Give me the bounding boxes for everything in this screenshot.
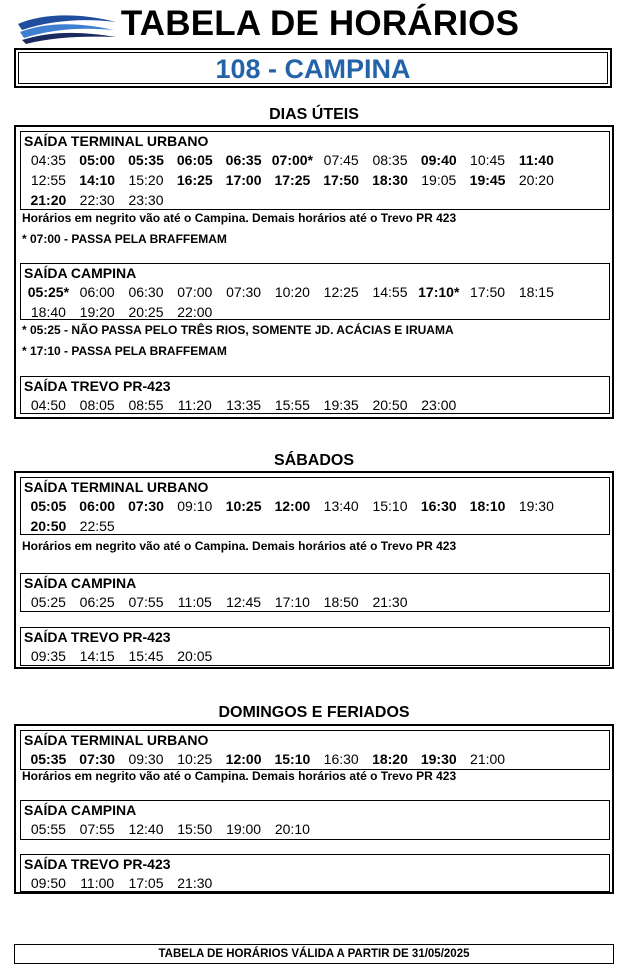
block-saida-trevo <box>20 376 610 414</box>
block-saida-trevo <box>20 854 610 892</box>
departure-time: 17:50 <box>470 284 506 300</box>
departure-time: 12:00 <box>274 498 311 514</box>
block-saida-campina <box>20 800 610 840</box>
departure-time: 19:20 <box>79 304 115 320</box>
section-title-domingos-feriados: DOMINGOS E FERIADOS <box>218 704 410 721</box>
departure-time: 12:55 <box>30 172 66 188</box>
departure-time: 19:45 <box>469 172 506 188</box>
block-title: SAÍDA TERMINAL URBANO <box>24 133 209 149</box>
departure-time: 07:00 <box>177 284 213 300</box>
departure-time: 07:55 <box>79 821 115 837</box>
times-list <box>24 282 606 322</box>
block-title: SAÍDA TREVO PR-423 <box>24 378 171 394</box>
route-banner <box>14 48 612 88</box>
departure-time: 14:55 <box>372 284 408 300</box>
departure-time: 06:30 <box>128 284 164 300</box>
block-title: SAÍDA TREVO PR-423 <box>24 629 171 645</box>
departure-time: 20:50 <box>30 518 67 534</box>
departure-time: 12:00 <box>225 751 262 767</box>
departure-time: 17:50 <box>323 172 360 188</box>
departure-time: 11:20 <box>177 397 212 413</box>
departure-time: 19:30 <box>518 498 554 514</box>
block-title: SAÍDA TREVO PR-423 <box>24 856 171 872</box>
note-bold-explanation: Horários em negrito vão até o Campina. Demais horários até o Trevo PR 423 <box>22 539 457 553</box>
departure-time: 23:00 <box>421 397 457 413</box>
departure-time: 10:25 <box>225 498 262 514</box>
departure-time: 11:40 <box>518 152 554 168</box>
departure-time: 23:30 <box>128 192 164 208</box>
departure-time: 06:05 <box>176 152 213 168</box>
validity-footer: TABELA DE HORÁRIOS VÁLIDA A PARTIR DE 31/05/2025 <box>14 944 614 964</box>
departure-time: 18:20 <box>372 751 408 767</box>
departure-time: 07:30 <box>128 498 164 514</box>
departure-time: 15:10 <box>274 751 311 767</box>
block-saida-terminal-urbano <box>20 477 610 535</box>
departure-time: 05:25* <box>27 284 70 300</box>
departure-time: 11:00 <box>80 875 115 891</box>
departure-time: 18:40 <box>30 304 66 320</box>
departure-time: 08:55 <box>128 397 164 413</box>
departure-time: 15:55 <box>274 397 310 413</box>
note-0700-braffemam: * 07:00 - PASSA PELA BRAFFEMAM <box>22 232 227 246</box>
departure-time: 21:20 <box>30 192 67 208</box>
departure-time: 17:10 <box>274 594 310 610</box>
departure-time: 04:35 <box>30 152 66 168</box>
departure-time: 05:55 <box>30 821 66 837</box>
departure-time: 09:40 <box>420 152 457 168</box>
departure-time: 08:35 <box>372 152 408 168</box>
block-title: SAÍDA CAMPINA <box>24 265 137 281</box>
departure-time: 10:45 <box>470 152 506 168</box>
departure-time: 12:45 <box>226 594 262 610</box>
departure-time: 20:10 <box>274 821 310 837</box>
section-title-dias-uteis: DIAS ÚTEIS <box>269 106 359 123</box>
departure-time: 05:35 <box>30 751 67 767</box>
departure-time: 18:10 <box>469 498 506 514</box>
departure-time: 15:10 <box>372 498 408 514</box>
departure-time: 06:00 <box>79 284 115 300</box>
departure-time: 08:05 <box>79 397 115 413</box>
departure-time: 19:00 <box>226 821 262 837</box>
departure-time: 15:50 <box>177 821 213 837</box>
departure-time: 09:30 <box>128 751 164 767</box>
departure-time: 09:35 <box>30 648 66 664</box>
departure-time: 06:25 <box>79 594 115 610</box>
departure-time: 13:40 <box>323 498 359 514</box>
block-saida-terminal-urbano <box>20 131 610 210</box>
times-list <box>24 395 606 415</box>
times-list <box>24 819 606 839</box>
departure-time: 16:30 <box>420 498 457 514</box>
times-list <box>24 646 606 666</box>
departure-time: 07:55 <box>128 594 164 610</box>
departure-time: 20:25 <box>128 304 164 320</box>
departure-time: 22:00 <box>177 304 213 320</box>
section-domingos-feriados <box>14 724 614 894</box>
block-title: SAÍDA CAMPINA <box>24 575 137 591</box>
departure-time: 11:05 <box>177 594 212 610</box>
times-list <box>24 150 606 210</box>
note-bold-explanation: Horários em negrito vão até o Campina. Demais horários até o Trevo PR 423 <box>22 211 457 225</box>
note-1710-braffemam: * 17:10 - PASSA PELA BRAFFEMAM <box>22 344 227 358</box>
departure-time: 19:35 <box>323 397 359 413</box>
note-bold-explanation: Horários em negrito vão até o Campina. Demais horários até o Trevo PR 423 <box>22 769 457 783</box>
departure-time: 12:40 <box>128 821 164 837</box>
departure-time: 05:25 <box>30 594 66 610</box>
departure-time: 17:25 <box>274 172 311 188</box>
departure-time: 19:05 <box>421 172 457 188</box>
departure-time: 20:50 <box>372 397 408 413</box>
note-0525-tres-rios: * 05:25 - NÃO PASSA PELO TRÊS RIOS, SOMENTE JD. ACÁCIAS E IRUAMA <box>22 323 454 337</box>
block-saida-campina <box>20 263 610 320</box>
departure-time: 15:45 <box>128 648 164 664</box>
departure-time: 20:05 <box>177 648 213 664</box>
departure-time: 17:00 <box>225 172 262 188</box>
departure-time: 18:30 <box>372 172 408 188</box>
departure-time: 07:45 <box>323 152 359 168</box>
departure-time: 05:05 <box>30 498 67 514</box>
block-saida-terminal-urbano <box>20 730 610 770</box>
departure-time: 18:15 <box>518 284 554 300</box>
departure-time: 14:10 <box>79 172 116 188</box>
departure-time: 09:10 <box>177 498 213 514</box>
departure-time: 21:00 <box>470 751 506 767</box>
departure-time: 22:55 <box>79 518 115 534</box>
times-list <box>24 749 606 769</box>
block-title: SAÍDA TERMINAL URBANO <box>24 479 209 495</box>
times-list <box>24 496 606 536</box>
departure-time: 12:25 <box>323 284 359 300</box>
departure-time: 15:20 <box>128 172 164 188</box>
times-list <box>24 873 606 893</box>
departure-time: 06:00 <box>79 498 116 514</box>
departure-time: 13:35 <box>226 397 262 413</box>
departure-time: 18:50 <box>323 594 359 610</box>
block-saida-trevo <box>20 627 610 666</box>
section-sabados <box>14 471 614 669</box>
page-title: TABELA DE HORÁRIOS <box>120 4 520 43</box>
departure-time: 05:00 <box>79 152 116 168</box>
departure-time: 17:05 <box>128 875 164 891</box>
block-title: SAÍDA CAMPINA <box>24 802 137 818</box>
block-saida-campina <box>20 573 610 612</box>
times-list <box>24 592 606 612</box>
departure-time: 16:25 <box>176 172 213 188</box>
departure-time: 05:35 <box>128 152 164 168</box>
departure-time: 07:00* <box>271 152 314 168</box>
departure-time: 21:30 <box>177 875 213 891</box>
departure-time: 19:30 <box>420 751 457 767</box>
section-dias-uteis <box>14 125 614 419</box>
departure-time: 14:15 <box>79 648 115 664</box>
departure-time: 09:50 <box>30 875 66 891</box>
departure-time: 22:30 <box>79 192 115 208</box>
departure-time: 06:35 <box>225 152 262 168</box>
route-name: 108 - CAMPINA <box>18 52 608 84</box>
departure-time: 10:25 <box>177 751 213 767</box>
departure-time: 07:30 <box>79 751 116 767</box>
departure-time: 17:10* <box>418 284 460 300</box>
departure-time: 16:30 <box>323 751 359 767</box>
departure-time: 20:20 <box>518 172 554 188</box>
block-title: SAÍDA TERMINAL URBANO <box>24 732 209 748</box>
section-title-sabados: SÁBADOS <box>273 452 354 469</box>
departure-time: 04:50 <box>30 397 66 413</box>
departure-time: 21:30 <box>372 594 408 610</box>
departure-time: 07:30 <box>226 284 262 300</box>
departure-time: 10:20 <box>274 284 310 300</box>
